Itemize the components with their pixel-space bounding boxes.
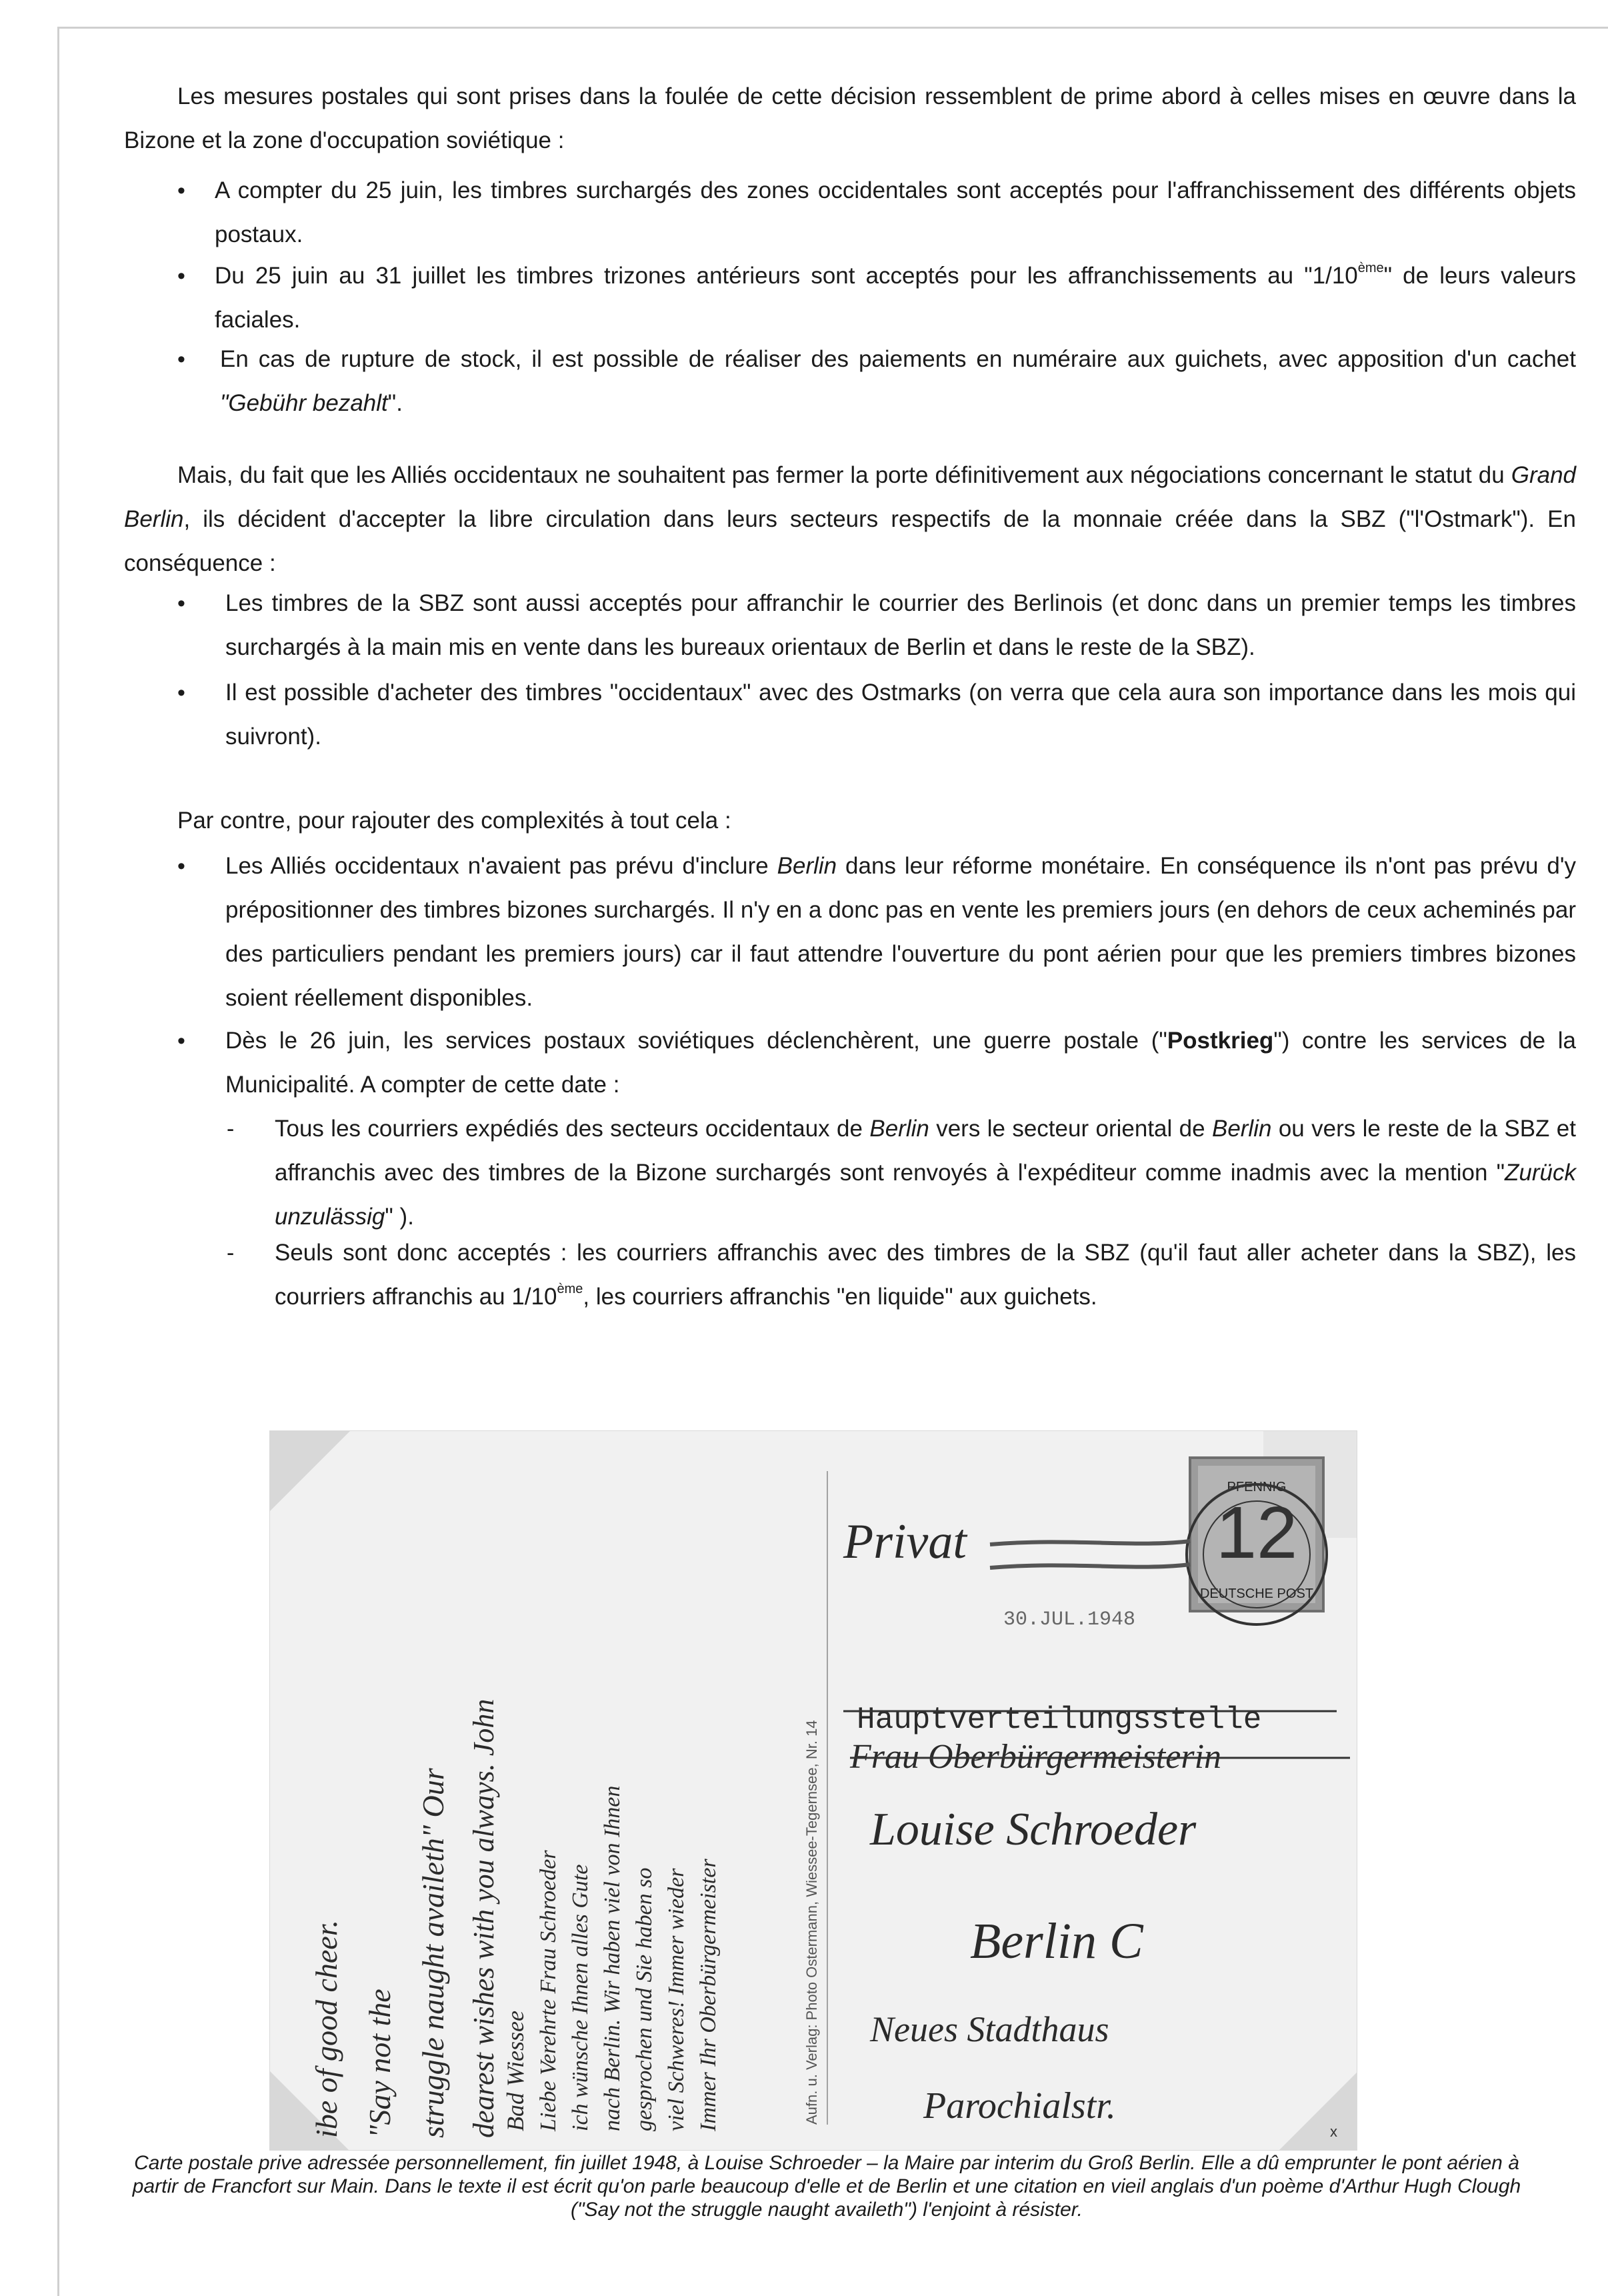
address-name: Louise Schroeder: [870, 1804, 1197, 1855]
corner-mark: x: [1330, 2123, 1337, 2140]
stamp-value: 12: [1215, 1492, 1298, 1574]
bullet-text: Dès le 26 juin, les services postaux soviétiques déclenchèrent, une guerre postale ("Postkrieg") contre les services de la Municipalité. A compter de cette date :: [225, 1028, 1576, 1098]
address-frau: Frau Oberbürgermeisterin: [850, 1738, 1222, 1776]
bullet-text: Du 25 juin au 31 juillet les timbres trizones antérieurs sont acceptés pour les affranchissements au "1/10ème" de leurs valeurs faciales.: [215, 261, 1576, 333]
photo-corner: [270, 1431, 350, 1511]
address-building: Neues Stadthaus: [870, 2009, 1109, 2049]
paragraph-2: Mais, du fait que les Alliés occidentaux ne souhaitent pas fermer la porte définitivement aux négociations concernant le statut du Grand Berlin, ils décident d'accepter la libre circulation dans leurs secteurs respectifs de la monnaie créée dans la SBZ ("l'Ostmark"). En conséquence :: [124, 462, 1576, 576]
bullet-text: Les timbres de la SBZ sont aussi acceptés pour affranchir le courrier des Berlinois (et donc dans un premier temps les timbres surchargés à la main mis en vente dans les bureaux orientaux de Berlin et dans le reste de la SBZ).: [225, 590, 1576, 660]
handwriting-middle: Bad Wiessee: [502, 2011, 529, 2131]
stamp-top: PFENNIG: [1227, 1480, 1287, 1494]
printer-line: Aufn. u. Verlag: Photo Ostermann, Wiessee-Tegernsee, Nr. 14: [803, 1720, 820, 2125]
bullet-text: Il est possible d'acheter des timbres "occidentaux" avec des Ostmarks (on verra que cela aura son importance dans les mois qui suivront).: [225, 680, 1576, 750]
address-privat: Privat: [843, 1514, 967, 1569]
handwriting-left: dearest wishes with you always. John: [467, 1698, 500, 2138]
handwriting-middle: gesprochen und Sie haben so: [632, 1867, 657, 2131]
postcard-drawing: [270, 1431, 1357, 2151]
postage-stamp: [1190, 1458, 1323, 1611]
dash-text: Tous les courriers expédiés des secteurs occidentaux de Berlin vers le secteur oriental de Berlin ou vers le reste de la SBZ et affranchis avec des timbres de la Bizone surchargés sont renvoyés à l'expéditeur comme inadmis avec la mention "Zurück unzulässig" ).: [275, 1116, 1576, 1230]
paragraph-1: Les mesures postales qui sont prises dans la foulée de cette décision ressemblent de prime abord à celles mises en œuvre dans la Bizone et la zone d'occupation soviétique :: [124, 83, 1576, 153]
handwriting-middle: nach Berlin. Wir haben viel von Ihnen: [600, 1785, 625, 2131]
paragraph-3: Par contre, pour rajouter des complexités à tout cela :: [177, 808, 731, 834]
postcard-caption: Carte postale prive adressée personnellement, fin juillet 1948, à Louise Schroeder – la Maire par interim du Groß Berlin. Elle a dû emprunter le pont aérien à partir de Francfort sur Main. Dans le texte il est écrit qu'on parle beaucoup d'elle et de Berlin et une citation en vieil anglais d'un poème d'Arthur Hugh Clough ("Say not the struggle naught availeth") l'enjoint à résister.: [132, 2152, 1521, 2221]
handwriting-left: struggle naught availeth" Our: [416, 1768, 450, 2138]
handwriting-middle: Immer Ihr Oberbürgermeister: [696, 1859, 721, 2131]
handwriting-left: "Say not the: [363, 1989, 397, 2138]
address-hauptverteilungsstelle: Hauptverteilungsstelle: [857, 1702, 1262, 1737]
handwriting-middle: Liebe Verehrte Frau Schroeder: [536, 1850, 561, 2131]
postmark-date: 30.JUL.1948: [1003, 1608, 1136, 1631]
handwriting-middle: viel Schweres! Immer wieder: [664, 1868, 689, 2131]
handwriting-middle: ich wünsche Ihnen alles Gute: [568, 1864, 593, 2131]
dash-text: Seuls sont donc acceptés : les courriers affranchis avec des timbres de la SBZ (qu'il faut aller acheter dans la SBZ), les courriers affranchis au 1/10ème, les courriers affranchis "en liquide" aux guichets.: [275, 1240, 1576, 1310]
bullet-text: En cas de rupture de stock, il est possible de réaliser des paiements en numéraire aux guichets, avec apposition d'un cachet "Gebühr bezahlt".: [220, 346, 1576, 416]
bullet-text: Les Alliés occidentaux n'avaient pas prévu d'inclure Berlin dans leur réforme monétaire. En conséquence ils n'ont pas prévu d'y prépositionner des timbres bizones surchargés. Il n'y en a donc pas en vente les premiers jours (en dehors de ceux acheminés par des particuliers pendant les premiers jours) car il faut attendre l'ouverture du pont aérien pour que les premiers timbres bizones soient réellement disponibles.: [225, 853, 1576, 1011]
handwriting-left: ibe of good cheer.: [309, 1919, 343, 2138]
postcard-image: [269, 1430, 1357, 2151]
address-city: Berlin C: [970, 1913, 1143, 1969]
address-street: Parochialstr.: [923, 2085, 1116, 2127]
photo-corner: [1278, 2071, 1357, 2151]
stamp-bottom: DEUTSCHE POST: [1199, 1586, 1314, 1601]
bullet-text: A compter du 25 juin, les timbres surchargés des zones occidentales sont acceptés pour l'affranchissement des différents objets postaux.: [215, 177, 1576, 247]
